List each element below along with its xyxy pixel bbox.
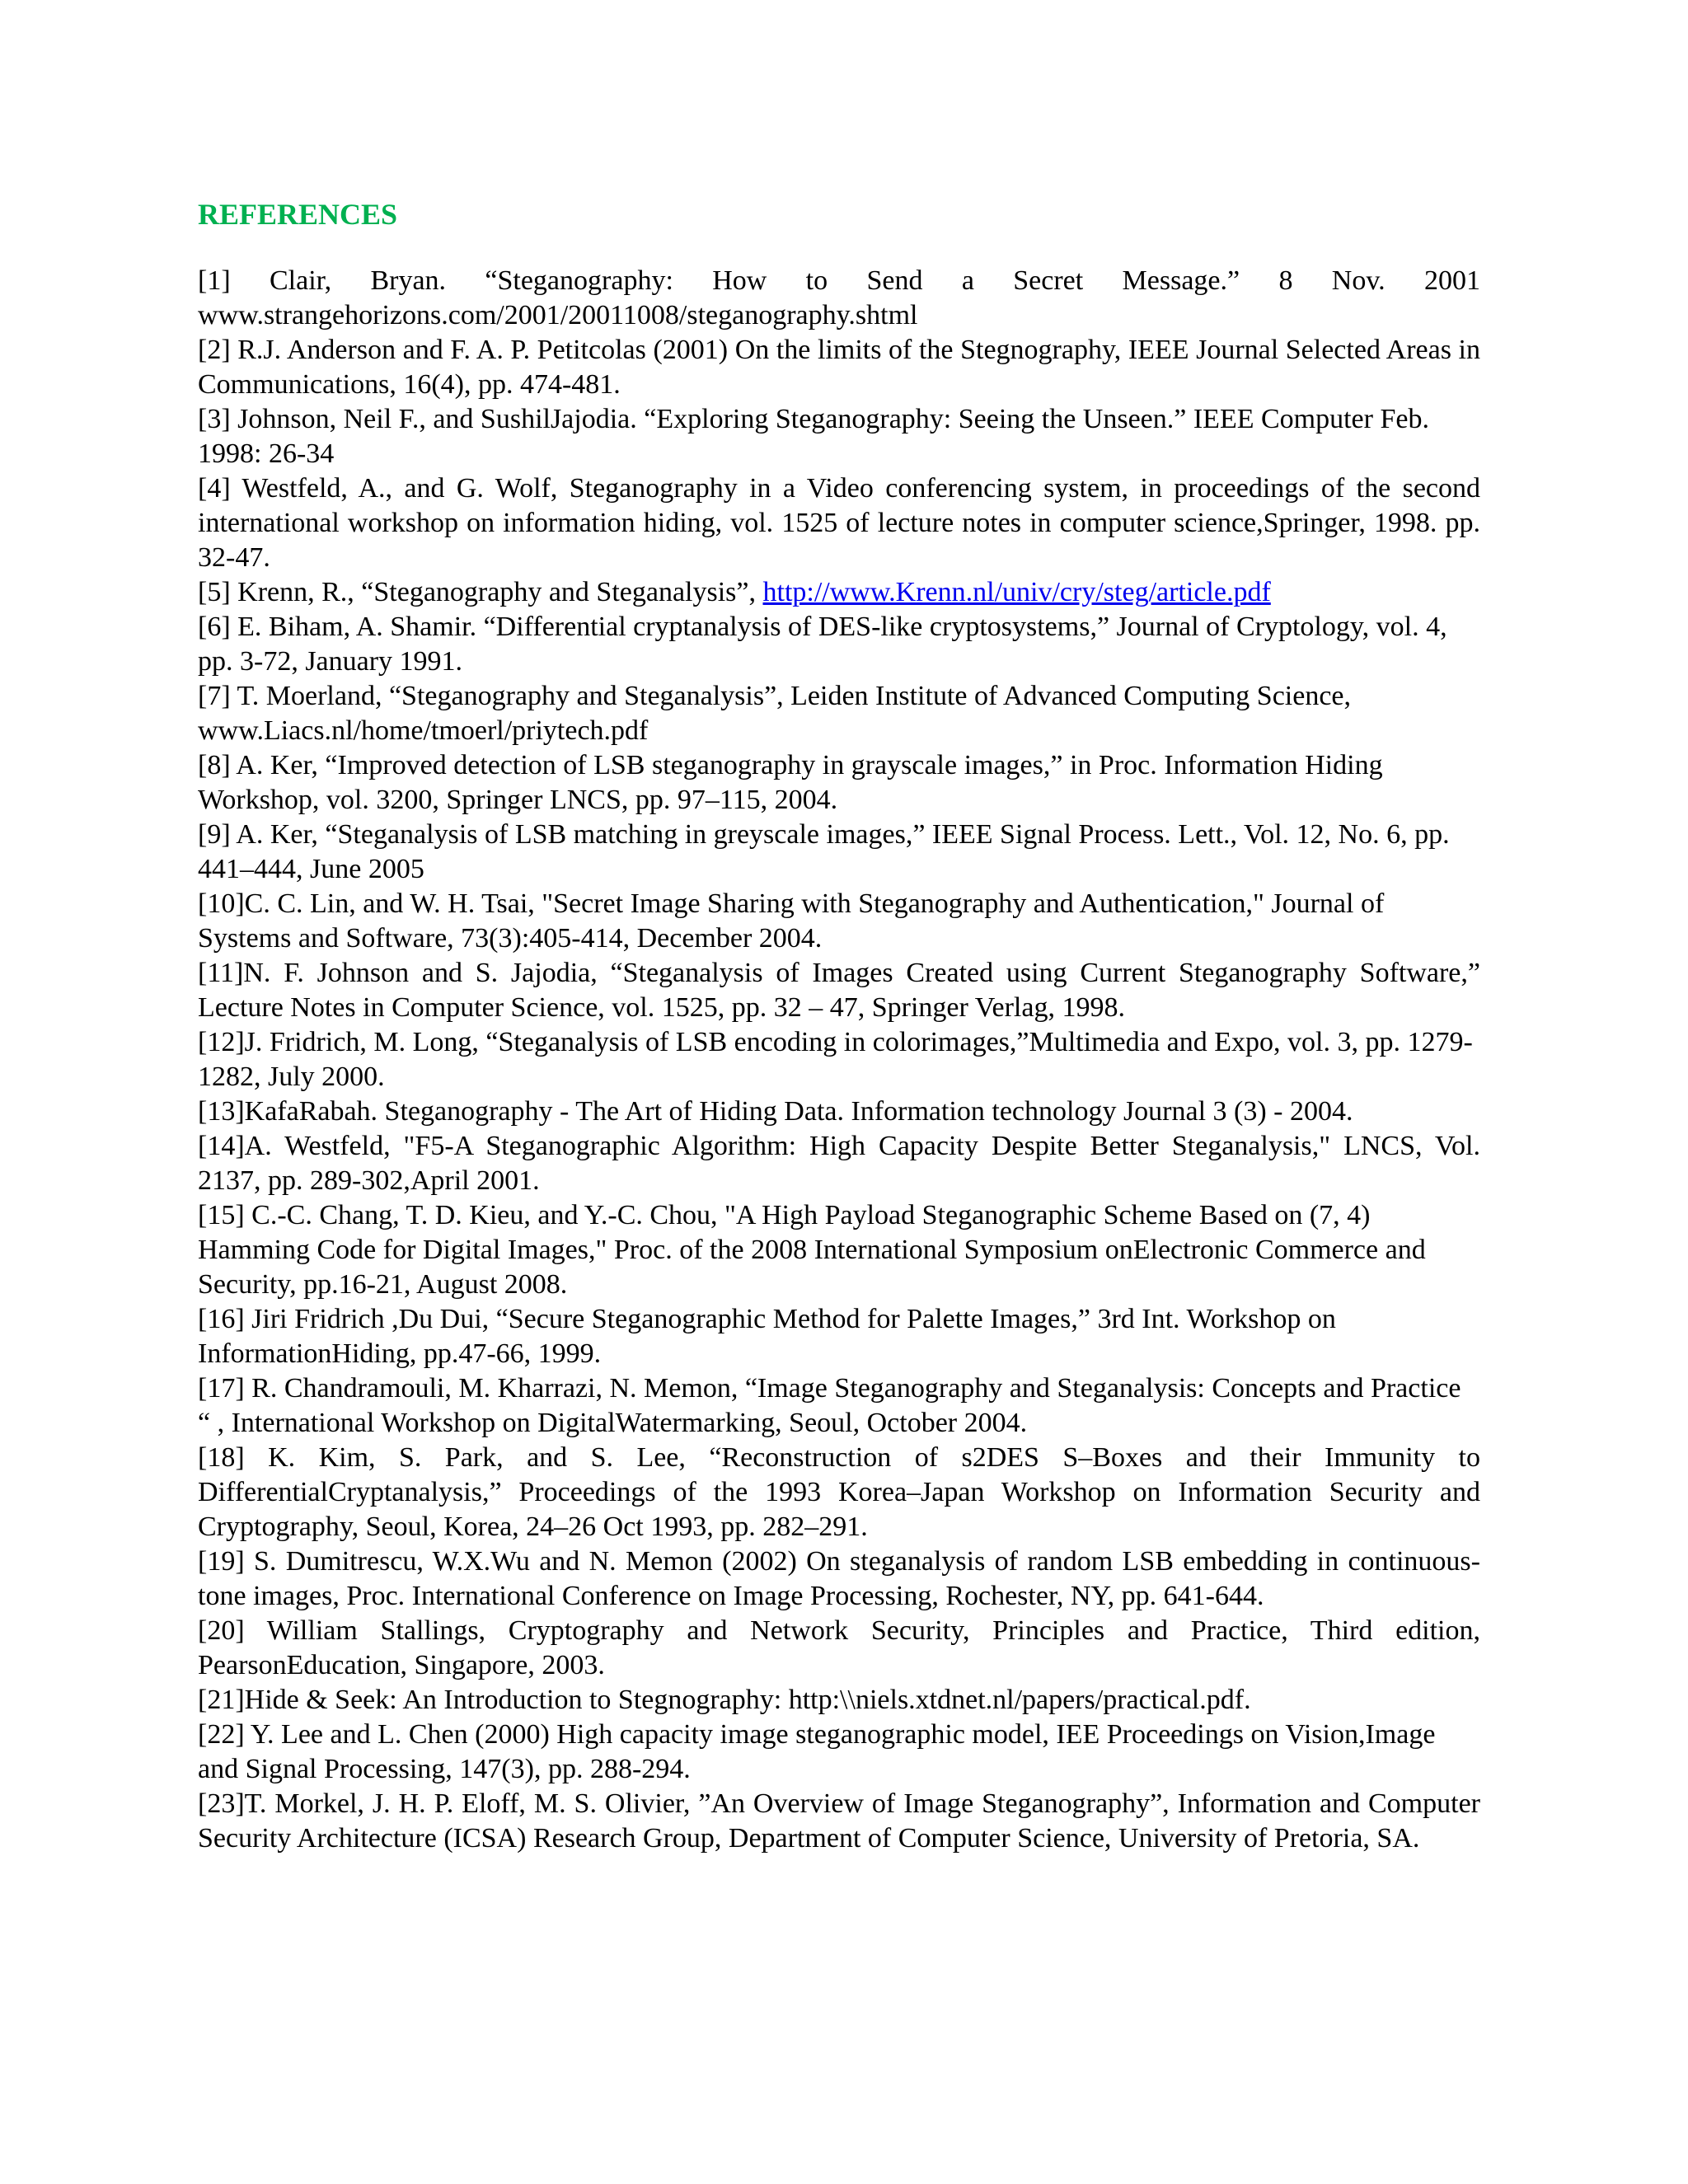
reference-1: [1] Clair, Bryan. “Steganography: How to Send a Secret Message.” 8 Nov. 2001 www.strangehorizons.com/2001/20011008/steganography.shtml [198,265,1480,330]
reference-3: [3] Johnson, Neil F., and SushilJajodia. “Exploring Steganography: Seeing the Unseen.” IEEE Computer Feb. 1998: 26-34 [198,404,1429,469]
reference-21: [21]Hide & Seek: An Introduction to Stegnography: http:\\niels.xtdnet.nl/papers/practical.pdf. [198,1685,1251,1715]
reference-13: [13]KafaRabah. Steganography - The Art of Hiding Data. Information technology Journal 3 (3) - 2004. [198,1096,1353,1127]
reference-14: [14]A. Westfeld, "F5-A Steganographic Algorithm: High Capacity Despite Better Steganalysis," LNCS, Vol. 2137, pp. 289-302,April 2001. [198,1131,1480,1196]
reference-23: [23]T. Morkel, J. H. P. Eloff, M. S. Olivier, ”An Overview of Image Steganography”, Information and Computer Security Architecture (ICSA) Research Group, Department of Computer Science, University of Pretoria, SA. [198,1788,1480,1854]
reference-6: [6] E. Biham, A. Shamir. “Differential cryptanalysis of DES-like cryptosystems,” Journal of Cryptology, vol. 4, pp. 3-72, January 1991. [198,612,1447,677]
reference-15: [15] C.-C. Chang, T. D. Kieu, and Y.-C. Chou, "A High Payload Steganographic Scheme Based on (7, 4) Hamming Code for Digital Images," Proc. of the 2008 International Symposium onElectronic Commerce and Security, pp.16-21, August 2008. [198,1200,1426,1300]
reference-8: [8] A. Ker, “Improved detection of LSB steganography in grayscale images,” in Proc. Information Hiding Workshop, vol. 3200, Springer LNCS, pp. 97–115, 2004. [198,750,1383,815]
document-page [198,196,1480,1856]
reference-22: [22] Y. Lee and L. Chen (2000) High capacity image steganographic model, IEE Proceedings on Vision,Image and Signal Processing, 147(3), pp. 288-294. [198,1719,1436,1784]
reference-12: [12]J. Fridrich, M. Long, “Steganalysis of LSB encoding in colorimages,”Multimedia and Expo, vol. 3, pp. 1279-1282, July 2000. [198,1027,1473,1092]
reference-10: [10]C. C. Lin, and W. H. Tsai, "Secret Image Sharing with Steganography and Authentication," Journal of Systems and Software, 73(3):405-414, December 2004. [198,888,1385,954]
reference-19: [19] S. Dumitrescu, W.X.Wu and N. Memon (2002) On steganalysis of random LSB embedding in continuous-tone images, Proc. International Conference on Image Processing, Rochester, NY, pp. 641-644. [198,1546,1480,1611]
reference-4: [4] Westfeld, A., and G. Wolf, Steganography in a Video conferencing system, in proceedings of the second international workshop on information hiding, vol. 1525 of lecture notes in computer science,Springer, 1998. pp. 32-47. [198,473,1480,573]
reference-16: [16] Jiri Fridrich ,Du Dui, “Secure Steganographic Method for Palette Images,” 3rd Int. Workshop on InformationHiding, pp.47-66, 1999. [198,1304,1336,1369]
reference-5-link[interactable]: http://www.Krenn.nl/univ/cry/steg/article.pdf [762,577,1271,607]
reference-18: [18] K. Kim, S. Park, and S. Lee, “Reconstruction of s2DES S–Boxes and their Immunity to DifferentialCryptanalysis,” Proceedings of the 1993 Korea–Japan Workshop on Information Security and Cryptography, Seoul, Korea, 24–26 Oct 1993, pp. 282–291. [198,1442,1480,1542]
reference-5-text: [5] Krenn, R., “Steganography and Steganalysis”, [198,577,763,607]
reference-7: [7] T. Moerland, “Steganography and Steganalysis”, Leiden Institute of Advanced Computing Science, www.Liacs.nl/home/tmoerl/priytech.pdf [198,681,1351,746]
reference-2: [2] R.J. Anderson and F. A. P. Petitcolas (2001) On the limits of the Stegnography, IEEE Journal Selected Areas in Communications, 16(4), pp. 474-481. [198,335,1480,400]
reference-20: [20] William Stallings, Cryptography and Network Security, Principles and Practice, Third edition, PearsonEducation, Singapore, 2003. [198,1615,1480,1680]
reference-17: [17] R. Chandramouli, M. Kharrazi, N. Memon, “Image Steganography and Steganalysis: Concepts and Practice “ , International Workshop on DigitalWatermarking, Seoul, October 2004. [198,1373,1461,1438]
reference-list [198,264,1480,1856]
references-heading: REFERENCES [198,198,398,231]
reference-5 [198,575,1480,610]
reference-9: [9] A. Ker, “Steganalysis of LSB matching in greyscale images,” IEEE Signal Process. Lett., Vol. 12, No. 6, pp. 441–444, June 2005 [198,819,1450,884]
reference-11: [11]N. F. Johnson and S. Jajodia, “Steganalysis of Images Created using Current Steganography Software,” Lecture Notes in Computer Science, vol. 1525, pp. 32 – 47, Springer Verlag, 1998. [198,958,1480,1023]
